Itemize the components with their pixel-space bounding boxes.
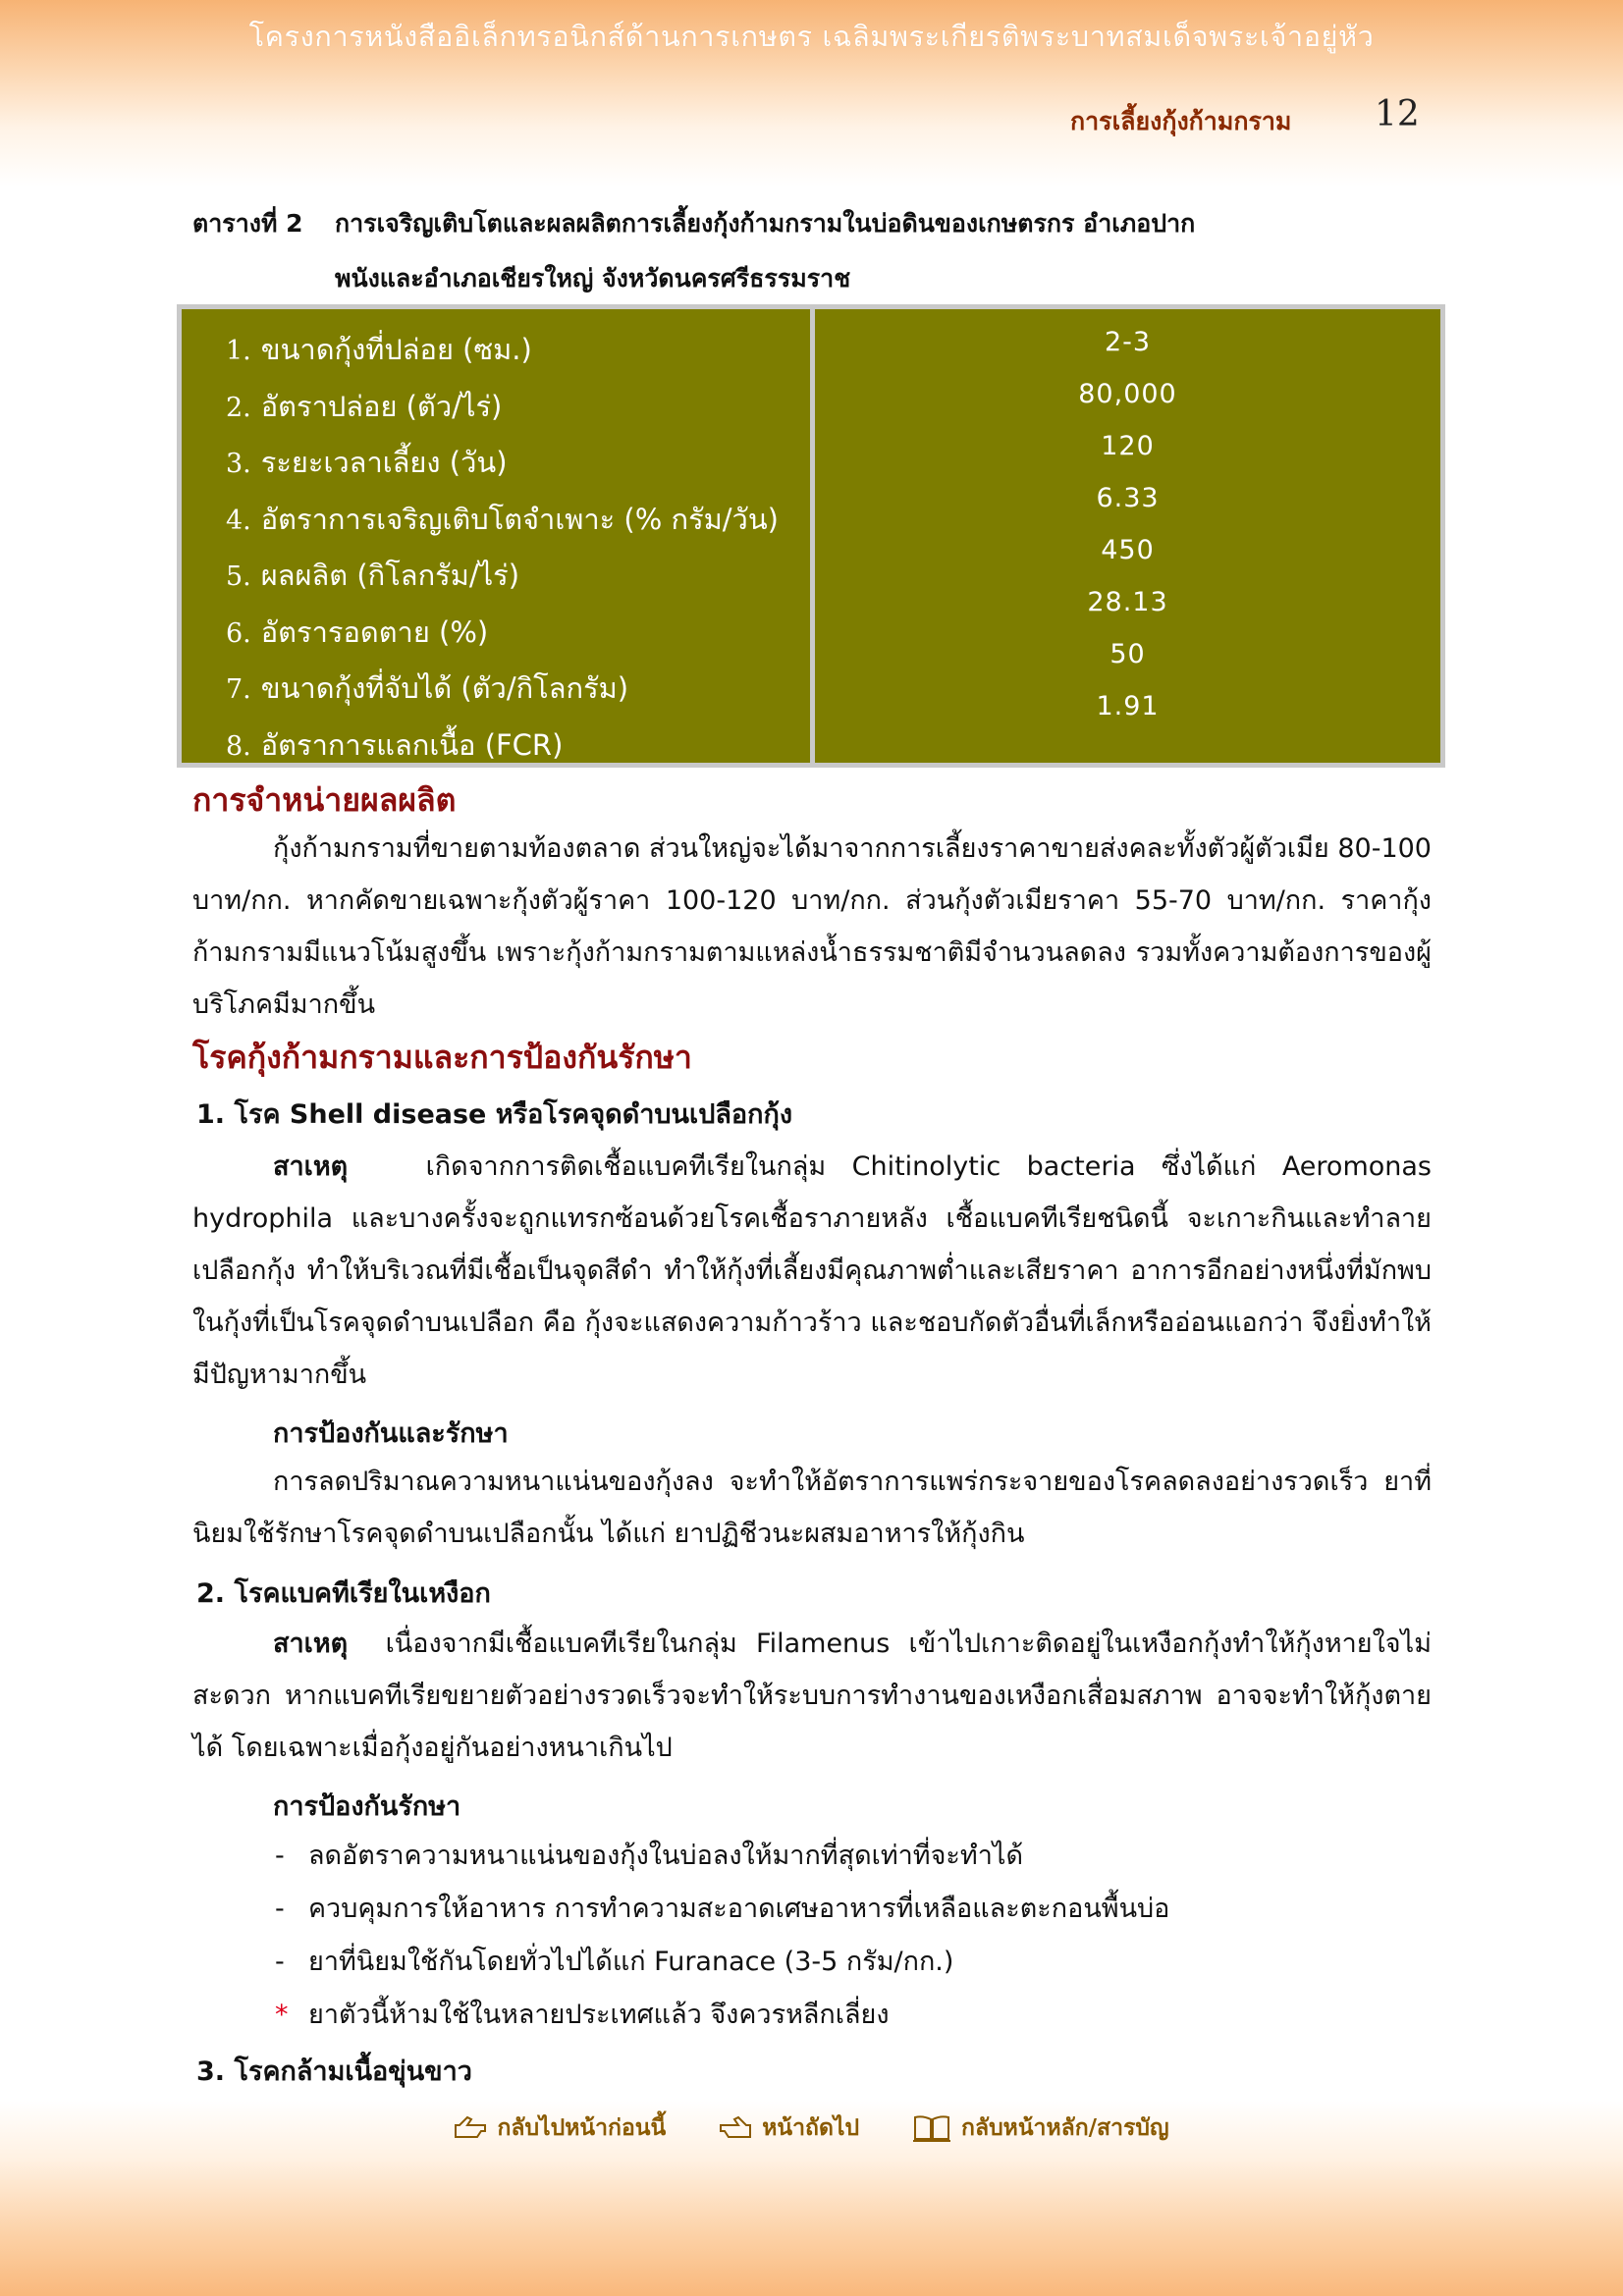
disease-2-prevention-title: การป้องกันรักษา <box>273 1791 461 1822</box>
row-label: ระยะเวลาเลี้ยง (วัน) <box>260 446 508 479</box>
table-row <box>182 553 810 610</box>
cause-label: สาเหตุ <box>273 1151 349 1182</box>
row-label: ขนาดกุ้งที่จับได้ (ตัว/กิโลกรัม) <box>260 671 629 705</box>
chapter-title: การเลี้ยงกุ้งก้ามกราม <box>1070 107 1292 135</box>
marketing-text: กุ้งก้ามกรามที่ขายตามท้องตลาด ส่วนใหญ่จะได้มาจากการเลี้ยงราคาขายส่งคละทั้งตัวผู้ตัวเมีย 80-100 บาท/กก. หากคัดขายเฉพาะกุ้งตัวผู้ราคา 100-120 บาท/กก. ส่วนกุ้งตัวเมียราคา 55-70 บาท/กก. ราคากุ้งก้ามกรามมีแนวโน้มสูงขึ้น เพราะกุ้งก้ามกรามตามแหล่งน้ำธรรมชาติมีจำนวนลดลง รวมทั้งความต้องการของผู้บริโภคมีมากขึ้น <box>192 833 1432 1020</box>
hand-next-icon <box>719 2115 752 2141</box>
row-number: 6. <box>226 617 251 649</box>
footer-navigation <box>0 2110 1623 2146</box>
warning-text: ยาตัวนี้ห้ามใช้ในหลายประเทศแล้ว จึงควรหลีกเลี่ยง <box>308 2000 890 2030</box>
page-number: 12 <box>1375 94 1420 134</box>
row-number: 8. <box>226 730 251 762</box>
list-item <box>275 1834 1023 1876</box>
disease-1-cause-text: เกิดจากการติดเชื้อแบคทีเรียในกลุ่ม Chitinolytic bacteria ซึ่งได้แก่ Aeromonas hydrophila และบางครั้งจะถูกแทรกซ้อนด้วยโรคเชื้อราภายหลัง เชื้อแบคทีเรียชนิดนี้ จะเกาะกินและทำลายเปลือกกุ้ง ทำให้บริเวณที่มีเชื้อเป็นจุดสีดำ ทำให้กุ้งที่เลี้ยงมีคุณภาพต่ำและเสียราคา อาการอีกอย่างหนึ่งที่มักพบในกุ้งที่เป็นโรคจุดดำบนเปลือก คือ กุ้งจะแสดงความก้าวร้าว และชอบกัดตัวอื่นที่เล็กหรืออ่อนแอกว่า จึงยิ่งทำให้มีปัญหามากขึ้น <box>192 1151 1432 1390</box>
table-cell-value: 28.13 <box>1087 587 1168 617</box>
warning-note <box>275 1993 890 2035</box>
disease-heading: โรคกุ้งก้ามกรามและการป้องกันรักษา <box>192 1039 692 1076</box>
table-row <box>182 384 810 441</box>
cause-label: สาเหตุ <box>273 1629 349 1659</box>
asterisk-mark: * <box>275 2000 289 2030</box>
table-cell-value: 120 <box>1101 431 1155 461</box>
table-row <box>182 610 810 667</box>
home-toc-label: กลับหน้าหลัก/สารบัญ <box>961 2115 1169 2141</box>
disease-1-prevention-title: การป้องกันและรักษา <box>273 1418 509 1449</box>
table-row <box>182 327 810 384</box>
disease-2-cause-text: เนื่องจากมีเชื้อแบคทีเรียในกลุ่ม Filamenus เข้าไปเกาะติดอยู่ในเหงือกกุ้งทำให้กุ้งหายใจไม่สะดวก หากแบคทีเรียขยายตัวอย่างรวดเร็วจะทำให้ระบบการทำงานของเหงือกเสื่อมสภาพ อาจจะทำให้กุ้งตายได้ โดยเฉพาะเมื่อกุ้งอยู่กันอย่างหนาเกินไป <box>192 1629 1433 1763</box>
table-value-column <box>815 309 1440 763</box>
table-row <box>182 666 810 722</box>
table-cell-value: 2-3 <box>1104 327 1152 357</box>
disease-1-prevention-paragraph <box>192 1456 1432 1560</box>
row-label: อัตราการแลกเนื้อ (FCR) <box>260 727 564 762</box>
row-number: 1. <box>226 336 251 366</box>
row-label: อัตรารอดตาย (%) <box>260 614 489 649</box>
disease-1-cause-paragraph <box>192 1141 1432 1401</box>
table-label-column <box>182 309 810 763</box>
bullet-mark: - <box>275 1947 285 1977</box>
book-icon <box>912 2113 951 2143</box>
table-caption-line1 <box>192 204 1439 243</box>
bullet-mark: - <box>275 1841 285 1871</box>
table-caption-number: ตารางที่ 2 <box>192 209 303 238</box>
prev-page-label: กลับไปหน้าก่อนนี้ <box>497 2115 667 2141</box>
row-label: ผลผลิต (กิโลกรัม/ไร่) <box>260 559 520 592</box>
row-number: 2. <box>226 392 251 423</box>
table-caption-line2: พนังและอำเภอเชียรใหญ่ จังหวัดนครศรีธรรมราช <box>335 264 851 293</box>
list-item-text: ควบคุมการให้อาหาร การทำความสะอาดเศษอาหารที่เหลือและตะกอนพื้นบ่อ <box>308 1894 1170 1924</box>
disease-1-prevention-text: การลดปริมาณความหนาแน่นของกุ้งลง จะทำให้อัตราการแพร่กระจายของโรคลดลงอย่างรวดเร็ว ยาที่นิยมใช้รักษาโรคจุดดำบนเปลือกนั้น ได้แก่ ยาปฏิชีวนะผสมอาหารให้กุ้งกิน <box>192 1467 1432 1549</box>
table-cell-value: 1.91 <box>1096 691 1160 721</box>
table-cell-value: 80,000 <box>1078 379 1177 409</box>
disease-2-cause-paragraph <box>192 1618 1432 1774</box>
hand-back-icon <box>454 2115 487 2141</box>
list-item-text: ยาที่นิยมใช้กันโดยทั่วไปได้แก่ Furanace (3-5 กรัม/กก.) <box>308 1947 954 1977</box>
table-row <box>182 497 810 554</box>
bullet-mark: - <box>275 1894 285 1924</box>
prev-page-link[interactable] <box>454 2110 666 2146</box>
list-item-text: ลดอัตราความหนาแน่นของกุ้งในบ่อลงให้มากที่สุดเท่าที่จะทำได้ <box>308 1841 1023 1871</box>
table-cell-value: 450 <box>1101 535 1155 565</box>
list-item <box>275 1887 1169 1929</box>
table-row <box>182 440 810 497</box>
disease-1-title: 1. โรค Shell disease หรือโรคจุดดำบนเปลือกกุ้ง <box>196 1099 792 1130</box>
table-cell-value: 6.33 <box>1096 483 1160 513</box>
growth-table <box>177 304 1445 768</box>
disease-2-title: 2. โรคแบคทีเรียในเหงือก <box>196 1578 491 1609</box>
next-page-label: หน้าถัดไป <box>762 2115 860 2141</box>
row-label: อัตราการเจริญเติบโตจำเพาะ (% กรัม/วัน) <box>260 502 779 536</box>
table-cell-value: 50 <box>1109 639 1146 669</box>
row-number: 4. <box>226 505 251 536</box>
list-item <box>275 1940 953 1982</box>
row-number: 5. <box>226 561 251 592</box>
row-label: อัตราปล่อย (ตัว/ไร่) <box>260 389 503 423</box>
home-toc-link[interactable] <box>912 2110 1169 2146</box>
disease-3-title: 3. โรคกล้ามเนื้อขุ่นขาว <box>196 2056 472 2087</box>
marketing-paragraph <box>192 823 1432 1031</box>
row-label: ขนาดกุ้งที่ปล่อย (ซม.) <box>260 333 532 366</box>
next-page-link[interactable] <box>719 2110 859 2146</box>
row-number: 7. <box>226 674 251 705</box>
project-title: โครงการหนังสืออิเล็กทรอนิกส์ด้านการเกษตร เฉลิมพระเกียรติพระบาทสมเด็จพระเจ้าอยู่หัว <box>248 20 1375 53</box>
marketing-heading: การจำหน่ายผลผลิต <box>192 781 457 819</box>
table-caption-text: การเจริญเติบโตและผลผลิตการเลี้ยงกุ้งก้ามกรามในบ่อดินของเกษตรกร อำเภอปาก <box>335 209 1196 238</box>
row-number: 3. <box>226 449 251 479</box>
table-row <box>182 722 810 779</box>
